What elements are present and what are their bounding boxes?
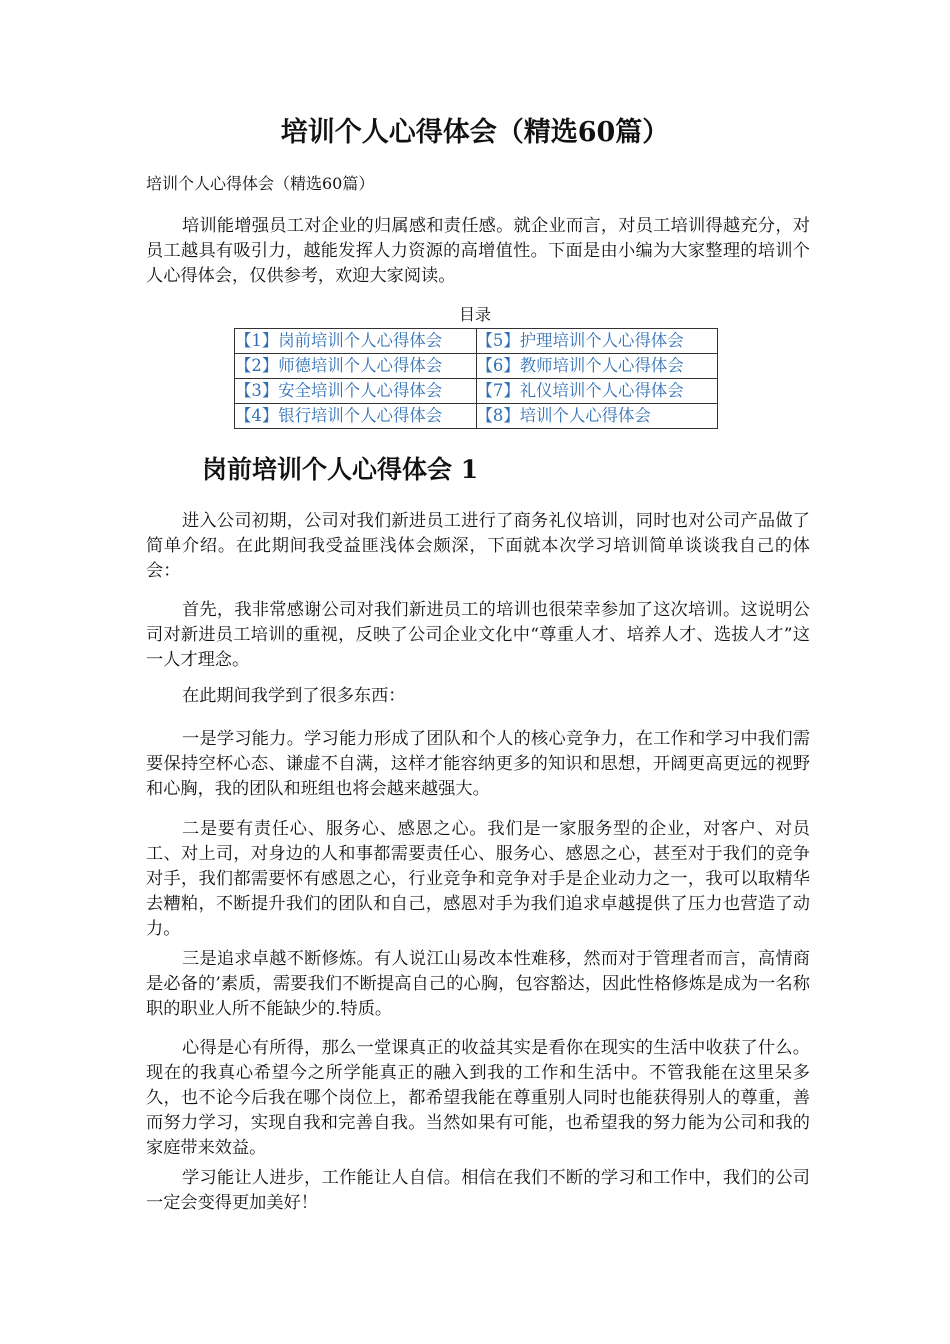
toc-link-6[interactable]: 【6】教师培训个人心得体会 (476, 354, 718, 379)
toc-link-2[interactable]: 【2】师德培训个人心得体会 (235, 354, 477, 379)
toc-link-3[interactable]: 【3】安全培训个人心得体会 (235, 379, 477, 404)
toc-row (235, 354, 718, 379)
body-paragraph: 在此期间我学到了很多东西： (182, 686, 406, 706)
body-paragraph: 二是要有责任心、服务心、感恩之心。我们是一家服务型的企业，对客户、对员工、对上司，对身边的人和事都需要责任心、服务心、感恩之心，甚至对于我们的竞争对手，我们都需要怀有感恩之心，行业竞争和竞争对手是企业动力之一，我可以取精华去糟粕，不断提升我们的团队和自己，感恩对手为我们追求卓越提供了压力也营造了动力。 (146, 819, 810, 939)
body-paragraph: 心得是心有所得，那么一堂课真正的收益其实是看你在现实的生活中收获了什么。现在的我真心希望今之所学能真正的融入到我的工作和生活中。不管我能在这里呆多久，也不论今后我在哪个岗位上，都希望我能在尊重别人同时也能获得别人的尊重，善而努力学习，实现自我和完善自我。当然如果有可能，也希望我的努力能为公司和我的家庭带来效益。 (146, 1038, 810, 1158)
toc-label: 目录 (458, 305, 491, 324)
toc-link-7[interactable]: 【7】礼仪培训个人心得体会 (476, 379, 718, 404)
body-paragraph: 学习能让人进步，工作能让人自信。相信在我们不断的学习和工作中，我们的公司一定会变得更加美好！ (146, 1168, 810, 1213)
toc-link-8[interactable]: 【8】培训个人心得体会 (476, 404, 718, 429)
document-title: 培训个人心得体会（精选60篇） (280, 117, 670, 148)
toc-link-1[interactable]: 【1】岗前培训个人心得体会 (235, 329, 477, 354)
table-of-contents (234, 328, 718, 429)
toc-row (235, 329, 718, 354)
body-paragraph: 进入公司初期，公司对我们新进员工进行了商务礼仪培训，同时也对公司产品做了简单介绍。在此期间我受益匪浅体会颇深，下面就本次学习培训简单谈谈我自己的体会： (146, 511, 810, 581)
body-paragraph: 一是学习能力。学习能力形成了团队和个人的核心竞争力，在工作和学习中我们需要保持空杯心态、谦虚不自满，这样才能容纳更多的知识和思想，开阔更高更远的视野和心胸，我的团队和班组也将会越来越强大。 (146, 729, 810, 799)
body-paragraph: 首先，我非常感谢公司对我们新进员工的培训也很荣幸参加了这次培训。这说明公司对新进员工培训的重视，反映了公司企业文化中“尊重人才、培养人才、选拔人才”这一人才理念。 (146, 600, 810, 670)
toc-row (235, 404, 718, 429)
document-subtitle: 培训个人心得体会（精选60篇） (146, 174, 375, 193)
section-title: 岗前培训个人心得体会 1 (202, 455, 479, 484)
intro-paragraph: 培训能增强员工对企业的归属感和责任感。就企业而言，对员工培训得越充分，对员工越具有吸引力，越能发挥人力资源的高增值性。下面是由小编为大家整理的培训个人心得体会，仅供参考，欢迎大家阅读。 (146, 216, 810, 286)
toc-link-5[interactable]: 【5】护理培训个人心得体会 (476, 329, 718, 354)
body-paragraph: 三是追求卓越不断修炼。有人说江山易改本性难移，然而对于管理者而言，高情商是必备的’素质，需要我们不断提高自己的心胸，包容豁达，因此性格修炼是成为一名称职的职业人所不能缺少的.特质。 (146, 949, 810, 1019)
toc-link-4[interactable]: 【4】银行培训个人心得体会 (235, 404, 477, 429)
toc-row (235, 379, 718, 404)
